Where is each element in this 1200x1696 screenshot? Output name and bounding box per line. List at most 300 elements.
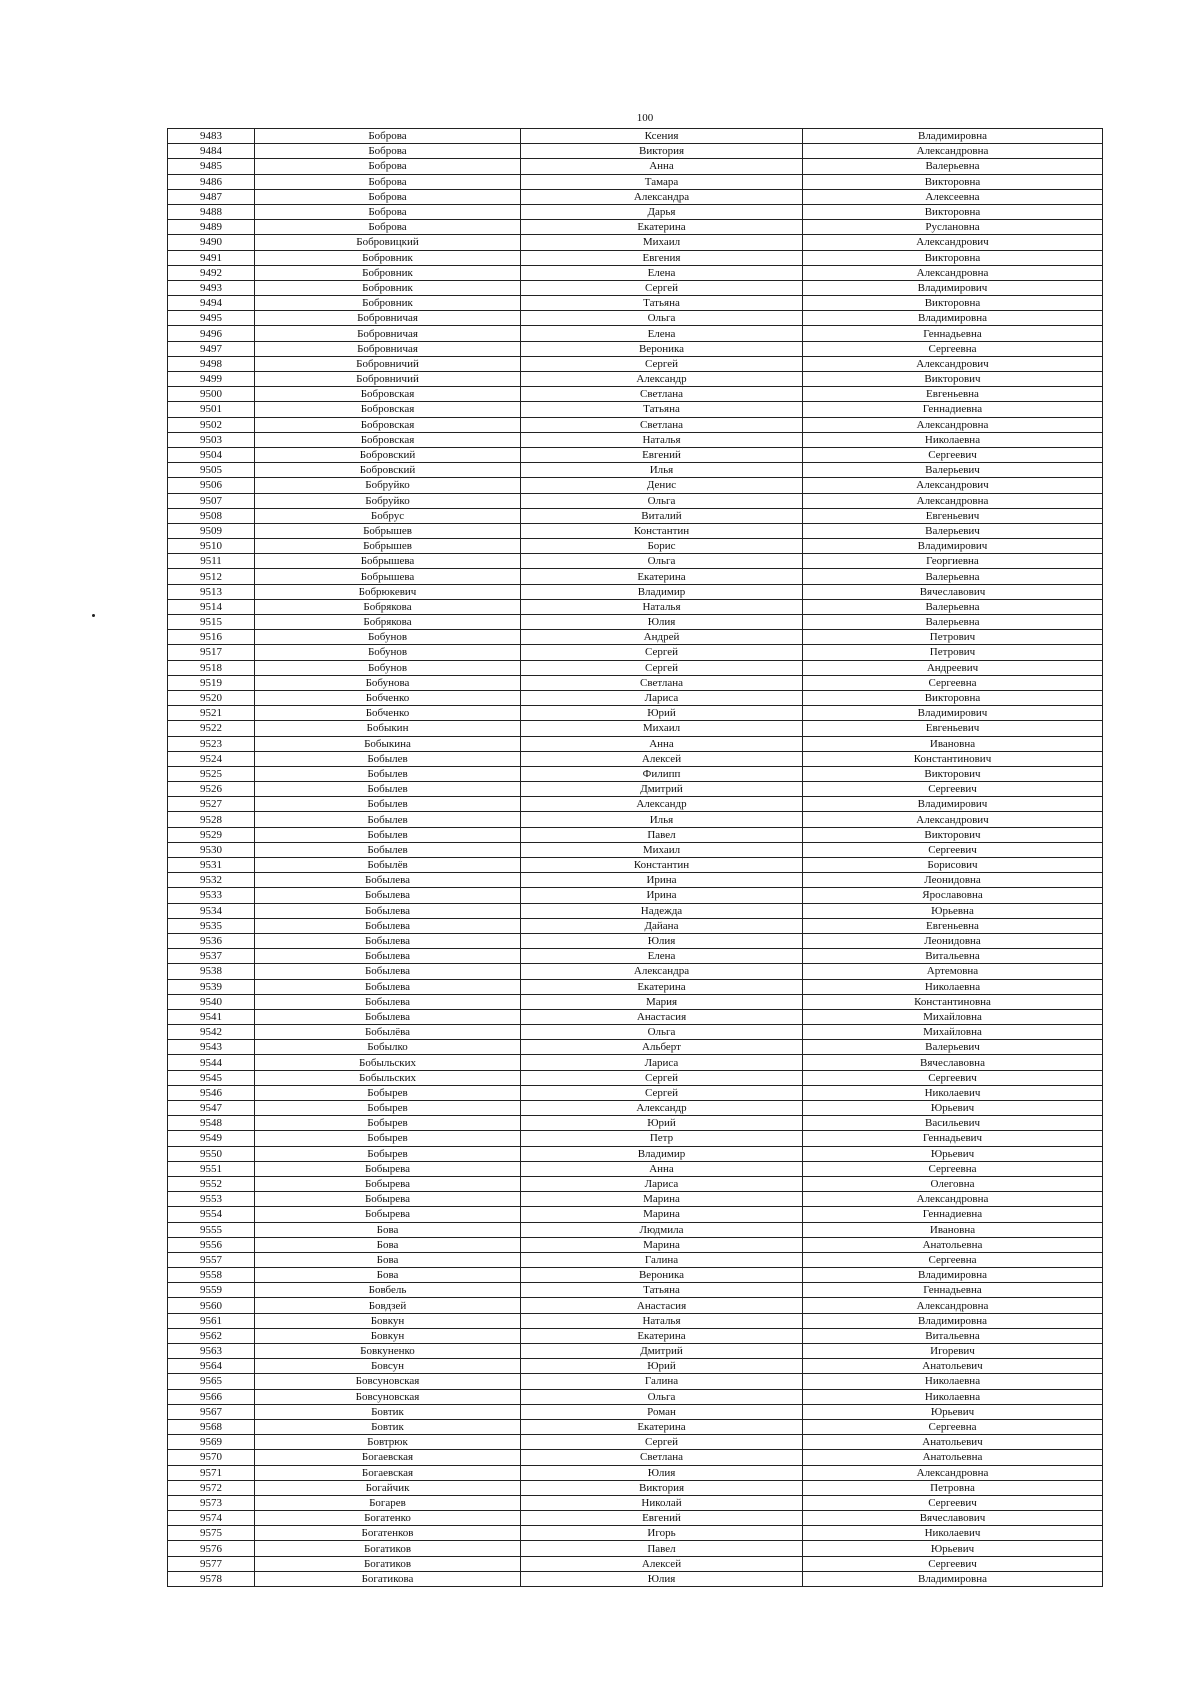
surname-cell: Бобровник bbox=[255, 280, 521, 295]
table-row bbox=[168, 554, 1103, 569]
row-number-cell: 9552 bbox=[168, 1176, 255, 1191]
table-row bbox=[168, 1101, 1103, 1116]
surname-cell: Бобырева bbox=[255, 1192, 521, 1207]
surname-cell: Бова bbox=[255, 1252, 521, 1267]
row-number-cell: 9524 bbox=[168, 751, 255, 766]
table-row bbox=[168, 1146, 1103, 1161]
row-number-cell: 9491 bbox=[168, 250, 255, 265]
first-name-cell: Александра bbox=[521, 964, 803, 979]
surname-cell: Бобыкина bbox=[255, 736, 521, 751]
row-number-cell: 9483 bbox=[168, 129, 255, 144]
row-number-cell: 9513 bbox=[168, 584, 255, 599]
row-number-cell: 9515 bbox=[168, 615, 255, 630]
first-name-cell: Альберт bbox=[521, 1040, 803, 1055]
patronymic-cell: Сергеевич bbox=[803, 1556, 1103, 1571]
table-row bbox=[168, 1085, 1103, 1100]
patronymic-cell: Леонидовна bbox=[803, 933, 1103, 948]
row-number-cell: 9547 bbox=[168, 1101, 255, 1116]
surname-cell: Бовсуновская bbox=[255, 1389, 521, 1404]
patronymic-cell: Анатольевна bbox=[803, 1450, 1103, 1465]
row-number-cell: 9486 bbox=[168, 174, 255, 189]
first-name-cell: Андрей bbox=[521, 630, 803, 645]
row-number-cell: 9566 bbox=[168, 1389, 255, 1404]
row-number-cell: 9522 bbox=[168, 721, 255, 736]
first-name-cell: Сергей bbox=[521, 645, 803, 660]
table-row bbox=[168, 1495, 1103, 1510]
first-name-cell: Анна bbox=[521, 1161, 803, 1176]
first-name-cell: Виталий bbox=[521, 508, 803, 523]
table-row bbox=[168, 964, 1103, 979]
row-number-cell: 9507 bbox=[168, 493, 255, 508]
table-row bbox=[168, 812, 1103, 827]
table-row bbox=[168, 645, 1103, 660]
row-number-cell: 9519 bbox=[168, 675, 255, 690]
patronymic-cell: Сергеевна bbox=[803, 1161, 1103, 1176]
surname-cell: Бобылко bbox=[255, 1040, 521, 1055]
table-row bbox=[168, 1176, 1103, 1191]
first-name-cell: Наталья bbox=[521, 1313, 803, 1328]
row-number-cell: 9509 bbox=[168, 523, 255, 538]
surname-cell: Бобровник bbox=[255, 265, 521, 280]
table-row bbox=[168, 508, 1103, 523]
surname-cell: Бова bbox=[255, 1222, 521, 1237]
row-number-cell: 9545 bbox=[168, 1070, 255, 1085]
row-number-cell: 9570 bbox=[168, 1450, 255, 1465]
row-number-cell: 9492 bbox=[168, 265, 255, 280]
patronymic-cell: Сергеевич bbox=[803, 842, 1103, 857]
table-row bbox=[168, 250, 1103, 265]
first-name-cell: Лариса bbox=[521, 1176, 803, 1191]
first-name-cell: Филипп bbox=[521, 766, 803, 781]
surname-cell: Бобылева bbox=[255, 933, 521, 948]
table-row bbox=[168, 1009, 1103, 1024]
table-row bbox=[168, 918, 1103, 933]
patronymic-cell: Артемовна bbox=[803, 964, 1103, 979]
patronymic-cell: Вячеславовна bbox=[803, 1055, 1103, 1070]
table-row bbox=[168, 1419, 1103, 1434]
table-row bbox=[168, 751, 1103, 766]
row-number-cell: 9500 bbox=[168, 387, 255, 402]
first-name-cell: Алексей bbox=[521, 751, 803, 766]
surname-cell: Бобровицкий bbox=[255, 235, 521, 250]
patronymic-cell: Александрович bbox=[803, 812, 1103, 827]
first-name-cell: Ирина bbox=[521, 873, 803, 888]
table-row bbox=[168, 1389, 1103, 1404]
surname-cell: Бобылёва bbox=[255, 1025, 521, 1040]
patronymic-cell: Анатольевич bbox=[803, 1435, 1103, 1450]
first-name-cell: Елена bbox=[521, 265, 803, 280]
row-number-cell: 9528 bbox=[168, 812, 255, 827]
row-number-cell: 9550 bbox=[168, 1146, 255, 1161]
row-number-cell: 9497 bbox=[168, 341, 255, 356]
row-number-cell: 9517 bbox=[168, 645, 255, 660]
first-name-cell: Юрий bbox=[521, 1116, 803, 1131]
first-name-cell: Лариса bbox=[521, 690, 803, 705]
patronymic-cell: Александровна bbox=[803, 417, 1103, 432]
first-name-cell: Людмила bbox=[521, 1222, 803, 1237]
patronymic-cell: Владимировна bbox=[803, 1268, 1103, 1283]
patronymic-cell: Сергеевич bbox=[803, 447, 1103, 462]
surname-cell: Бобровская bbox=[255, 402, 521, 417]
surname-cell: Бобрякова bbox=[255, 599, 521, 614]
patronymic-cell: Валерьевич bbox=[803, 1040, 1103, 1055]
table-row bbox=[168, 797, 1103, 812]
patronymic-cell: Сергеевич bbox=[803, 1070, 1103, 1085]
surname-cell: Богатенко bbox=[255, 1511, 521, 1526]
scan-speck bbox=[92, 614, 95, 617]
surname-cell: Бобылев bbox=[255, 782, 521, 797]
row-number-cell: 9527 bbox=[168, 797, 255, 812]
patronymic-cell: Олеговна bbox=[803, 1176, 1103, 1191]
row-number-cell: 9512 bbox=[168, 569, 255, 584]
row-number-cell: 9571 bbox=[168, 1465, 255, 1480]
surname-cell: Бова bbox=[255, 1237, 521, 1252]
surname-cell: Бобылева bbox=[255, 888, 521, 903]
surname-cell: Бобыльских bbox=[255, 1070, 521, 1085]
table-row bbox=[168, 1313, 1103, 1328]
surname-cell: Бобрякова bbox=[255, 615, 521, 630]
patronymic-cell: Викторович bbox=[803, 372, 1103, 387]
first-name-cell: Денис bbox=[521, 478, 803, 493]
table-row bbox=[168, 584, 1103, 599]
row-number-cell: 9557 bbox=[168, 1252, 255, 1267]
patronymic-cell: Викторовна bbox=[803, 296, 1103, 311]
row-number-cell: 9575 bbox=[168, 1526, 255, 1541]
row-number-cell: 9531 bbox=[168, 858, 255, 873]
first-name-cell: Сергей bbox=[521, 1070, 803, 1085]
table-row bbox=[168, 417, 1103, 432]
surname-cell: Бобрюкевич bbox=[255, 584, 521, 599]
table-row bbox=[168, 478, 1103, 493]
row-number-cell: 9530 bbox=[168, 842, 255, 857]
patronymic-cell: Владимировна bbox=[803, 1571, 1103, 1586]
first-name-cell: Роман bbox=[521, 1404, 803, 1419]
row-number-cell: 9564 bbox=[168, 1359, 255, 1374]
patronymic-cell: Николаевна bbox=[803, 979, 1103, 994]
table-row bbox=[168, 979, 1103, 994]
first-name-cell: Дарья bbox=[521, 204, 803, 219]
table-row bbox=[168, 129, 1103, 144]
row-number-cell: 9558 bbox=[168, 1268, 255, 1283]
table-row bbox=[168, 1192, 1103, 1207]
first-name-cell: Анастасия bbox=[521, 1009, 803, 1024]
first-name-cell: Павел bbox=[521, 827, 803, 842]
first-name-cell: Марина bbox=[521, 1192, 803, 1207]
row-number-cell: 9518 bbox=[168, 660, 255, 675]
patronymic-cell: Валерьевна bbox=[803, 599, 1103, 614]
first-name-cell: Павел bbox=[521, 1541, 803, 1556]
row-number-cell: 9495 bbox=[168, 311, 255, 326]
first-name-cell: Михаил bbox=[521, 721, 803, 736]
first-name-cell: Светлана bbox=[521, 387, 803, 402]
row-number-cell: 9534 bbox=[168, 903, 255, 918]
surname-cell: Богатикова bbox=[255, 1571, 521, 1586]
surname-cell: Бобруйко bbox=[255, 478, 521, 493]
first-name-cell: Дмитрий bbox=[521, 1344, 803, 1359]
patronymic-cell: Борисович bbox=[803, 858, 1103, 873]
surname-cell: Бобылёв bbox=[255, 858, 521, 873]
first-name-cell: Сергей bbox=[521, 356, 803, 371]
row-number-cell: 9508 bbox=[168, 508, 255, 523]
surname-cell: Бобровник bbox=[255, 296, 521, 311]
surname-cell: Бовкуненко bbox=[255, 1344, 521, 1359]
surname-cell: Бобрышев bbox=[255, 539, 521, 554]
patronymic-cell: Владимировна bbox=[803, 1313, 1103, 1328]
table-row bbox=[168, 356, 1103, 371]
table-row bbox=[168, 1025, 1103, 1040]
first-name-cell: Юлия bbox=[521, 1465, 803, 1480]
table-row bbox=[168, 296, 1103, 311]
patronymic-cell: Евгеньевич bbox=[803, 508, 1103, 523]
row-number-cell: 9529 bbox=[168, 827, 255, 842]
patronymic-cell: Михайловна bbox=[803, 1025, 1103, 1040]
row-number-cell: 9523 bbox=[168, 736, 255, 751]
row-number-cell: 9544 bbox=[168, 1055, 255, 1070]
row-number-cell: 9541 bbox=[168, 1009, 255, 1024]
patronymic-cell: Владимировна bbox=[803, 311, 1103, 326]
row-number-cell: 9578 bbox=[168, 1571, 255, 1586]
surname-cell: Бобырева bbox=[255, 1207, 521, 1222]
surname-cell: Боброва bbox=[255, 174, 521, 189]
surname-cell: Богаевская bbox=[255, 1465, 521, 1480]
surname-cell: Боброва bbox=[255, 189, 521, 204]
first-name-cell: Екатерина bbox=[521, 1419, 803, 1434]
surname-cell: Бобылев bbox=[255, 751, 521, 766]
table-row bbox=[168, 144, 1103, 159]
table-row bbox=[168, 782, 1103, 797]
surname-cell: Бобылева bbox=[255, 964, 521, 979]
table-row bbox=[168, 675, 1103, 690]
first-name-cell: Надежда bbox=[521, 903, 803, 918]
surname-cell: Бовбель bbox=[255, 1283, 521, 1298]
table-row bbox=[168, 888, 1103, 903]
table-row bbox=[168, 341, 1103, 356]
row-number-cell: 9535 bbox=[168, 918, 255, 933]
first-name-cell: Сергей bbox=[521, 1085, 803, 1100]
surname-cell: Бобровская bbox=[255, 387, 521, 402]
surname-cell: Бобырева bbox=[255, 1161, 521, 1176]
patronymic-cell: Вячеславович bbox=[803, 584, 1103, 599]
patronymic-cell: Николаевна bbox=[803, 1389, 1103, 1404]
table-row bbox=[168, 1556, 1103, 1571]
patronymic-cell: Владимирович bbox=[803, 280, 1103, 295]
surname-cell: Бобылева bbox=[255, 1009, 521, 1024]
row-number-cell: 9555 bbox=[168, 1222, 255, 1237]
table-row bbox=[168, 1283, 1103, 1298]
surname-cell: Бовкун bbox=[255, 1328, 521, 1343]
surname-cell: Бовсун bbox=[255, 1359, 521, 1374]
row-number-cell: 9487 bbox=[168, 189, 255, 204]
surname-cell: Богатиков bbox=[255, 1556, 521, 1571]
patronymic-cell: Юрьевич bbox=[803, 1146, 1103, 1161]
table-row bbox=[168, 615, 1103, 630]
patronymic-cell: Александровна bbox=[803, 493, 1103, 508]
patronymic-cell: Викторович bbox=[803, 827, 1103, 842]
patronymic-cell: Александровна bbox=[803, 265, 1103, 280]
patronymic-cell: Сергеевич bbox=[803, 1495, 1103, 1510]
first-name-cell: Борис bbox=[521, 539, 803, 554]
first-name-cell: Ксения bbox=[521, 129, 803, 144]
surname-cell: Богайчик bbox=[255, 1480, 521, 1495]
patronymic-cell: Евгеньевич bbox=[803, 721, 1103, 736]
table-row bbox=[168, 599, 1103, 614]
row-number-cell: 9521 bbox=[168, 706, 255, 721]
row-number-cell: 9559 bbox=[168, 1283, 255, 1298]
surname-cell: Бобылев bbox=[255, 842, 521, 857]
row-number-cell: 9563 bbox=[168, 1344, 255, 1359]
patronymic-cell: Руслановна bbox=[803, 220, 1103, 235]
table-row bbox=[168, 189, 1103, 204]
patronymic-cell: Александрович bbox=[803, 356, 1103, 371]
surname-cell: Бобровский bbox=[255, 447, 521, 462]
first-name-cell: Юрий bbox=[521, 706, 803, 721]
patronymic-cell: Васильевич bbox=[803, 1116, 1103, 1131]
row-number-cell: 9565 bbox=[168, 1374, 255, 1389]
first-name-cell: Елена bbox=[521, 949, 803, 964]
first-name-cell: Екатерина bbox=[521, 569, 803, 584]
table-row bbox=[168, 1070, 1103, 1085]
table-row bbox=[168, 265, 1103, 280]
row-number-cell: 9553 bbox=[168, 1192, 255, 1207]
row-number-cell: 9561 bbox=[168, 1313, 255, 1328]
patronymic-cell: Сергеевна bbox=[803, 675, 1103, 690]
row-number-cell: 9537 bbox=[168, 949, 255, 964]
patronymic-cell: Евгеньевна bbox=[803, 918, 1103, 933]
names-table-body bbox=[168, 129, 1103, 1587]
table-row bbox=[168, 1541, 1103, 1556]
table-row bbox=[168, 1131, 1103, 1146]
row-number-cell: 9562 bbox=[168, 1328, 255, 1343]
patronymic-cell: Викторовна bbox=[803, 690, 1103, 705]
row-number-cell: 9502 bbox=[168, 417, 255, 432]
patronymic-cell: Валерьевна bbox=[803, 615, 1103, 630]
patronymic-cell: Владимирович bbox=[803, 797, 1103, 812]
row-number-cell: 9484 bbox=[168, 144, 255, 159]
first-name-cell: Вероника bbox=[521, 341, 803, 356]
surname-cell: Богатиков bbox=[255, 1541, 521, 1556]
surname-cell: Бобылев bbox=[255, 797, 521, 812]
first-name-cell: Анна bbox=[521, 736, 803, 751]
table-row bbox=[168, 280, 1103, 295]
table-row bbox=[168, 402, 1103, 417]
first-name-cell: Юлия bbox=[521, 933, 803, 948]
first-name-cell: Ольга bbox=[521, 493, 803, 508]
surname-cell: Бобровский bbox=[255, 463, 521, 478]
surname-cell: Бобырев bbox=[255, 1131, 521, 1146]
patronymic-cell: Валерьевна bbox=[803, 159, 1103, 174]
table-row bbox=[168, 1526, 1103, 1541]
row-number-cell: 9490 bbox=[168, 235, 255, 250]
table-row bbox=[168, 873, 1103, 888]
first-name-cell: Тамара bbox=[521, 174, 803, 189]
table-row bbox=[168, 1207, 1103, 1222]
patronymic-cell: Николаевна bbox=[803, 1374, 1103, 1389]
table-row bbox=[168, 387, 1103, 402]
table-row bbox=[168, 1359, 1103, 1374]
patronymic-cell: Константиновна bbox=[803, 994, 1103, 1009]
surname-cell: Бовтик bbox=[255, 1419, 521, 1434]
table-row bbox=[168, 1040, 1103, 1055]
table-row bbox=[168, 1055, 1103, 1070]
table-row bbox=[168, 858, 1103, 873]
surname-cell: Бобылев bbox=[255, 766, 521, 781]
patronymic-cell: Петрович bbox=[803, 645, 1103, 660]
first-name-cell: Юрий bbox=[521, 1359, 803, 1374]
patronymic-cell: Александровна bbox=[803, 1192, 1103, 1207]
first-name-cell: Михаил bbox=[521, 235, 803, 250]
patronymic-cell: Юрьевна bbox=[803, 903, 1103, 918]
patronymic-cell: Александровна bbox=[803, 1465, 1103, 1480]
first-name-cell: Владимир bbox=[521, 584, 803, 599]
patronymic-cell: Ярославовна bbox=[803, 888, 1103, 903]
table-row bbox=[168, 463, 1103, 478]
row-number-cell: 9546 bbox=[168, 1085, 255, 1100]
patronymic-cell: Витальевна bbox=[803, 949, 1103, 964]
row-number-cell: 9503 bbox=[168, 432, 255, 447]
patronymic-cell: Юрьевич bbox=[803, 1404, 1103, 1419]
surname-cell: Бобылев bbox=[255, 812, 521, 827]
table-row bbox=[168, 1404, 1103, 1419]
patronymic-cell: Викторовна bbox=[803, 174, 1103, 189]
row-number-cell: 9493 bbox=[168, 280, 255, 295]
table-row bbox=[168, 1161, 1103, 1176]
first-name-cell: Александр bbox=[521, 372, 803, 387]
first-name-cell: Ольга bbox=[521, 554, 803, 569]
row-number-cell: 9568 bbox=[168, 1419, 255, 1434]
patronymic-cell: Геннадьевич bbox=[803, 1131, 1103, 1146]
first-name-cell: Сергей bbox=[521, 1435, 803, 1450]
page-number: 100 bbox=[636, 112, 654, 124]
first-name-cell: Ольга bbox=[521, 311, 803, 326]
surname-cell: Бобыкин bbox=[255, 721, 521, 736]
first-name-cell: Екатерина bbox=[521, 979, 803, 994]
surname-cell: Боброва bbox=[255, 220, 521, 235]
patronymic-cell: Валерьевич bbox=[803, 463, 1103, 478]
row-number-cell: 9526 bbox=[168, 782, 255, 797]
table-row bbox=[168, 903, 1103, 918]
first-name-cell: Евгений bbox=[521, 447, 803, 462]
surname-cell: Бобровская bbox=[255, 432, 521, 447]
first-name-cell: Ирина bbox=[521, 888, 803, 903]
table-row bbox=[168, 1450, 1103, 1465]
table-row bbox=[168, 721, 1103, 736]
row-number-cell: 9494 bbox=[168, 296, 255, 311]
surname-cell: Бобрышев bbox=[255, 523, 521, 538]
row-number-cell: 9567 bbox=[168, 1404, 255, 1419]
first-name-cell: Илья bbox=[521, 463, 803, 478]
table-row bbox=[168, 1374, 1103, 1389]
surname-cell: Богатенков bbox=[255, 1526, 521, 1541]
patronymic-cell: Михайловна bbox=[803, 1009, 1103, 1024]
patronymic-cell: Евгеньевна bbox=[803, 387, 1103, 402]
surname-cell: Боброва bbox=[255, 129, 521, 144]
first-name-cell: Татьяна bbox=[521, 296, 803, 311]
row-number-cell: 9504 bbox=[168, 447, 255, 462]
table-row bbox=[168, 842, 1103, 857]
surname-cell: Бобылева bbox=[255, 949, 521, 964]
table-row bbox=[168, 1465, 1103, 1480]
patronymic-cell: Анатольевна bbox=[803, 1237, 1103, 1252]
row-number-cell: 9536 bbox=[168, 933, 255, 948]
first-name-cell: Марина bbox=[521, 1237, 803, 1252]
row-number-cell: 9542 bbox=[168, 1025, 255, 1040]
surname-cell: Бобырева bbox=[255, 1176, 521, 1191]
row-number-cell: 9551 bbox=[168, 1161, 255, 1176]
row-number-cell: 9496 bbox=[168, 326, 255, 341]
first-name-cell: Елена bbox=[521, 326, 803, 341]
table-row bbox=[168, 690, 1103, 705]
patronymic-cell: Геннадьевна bbox=[803, 326, 1103, 341]
